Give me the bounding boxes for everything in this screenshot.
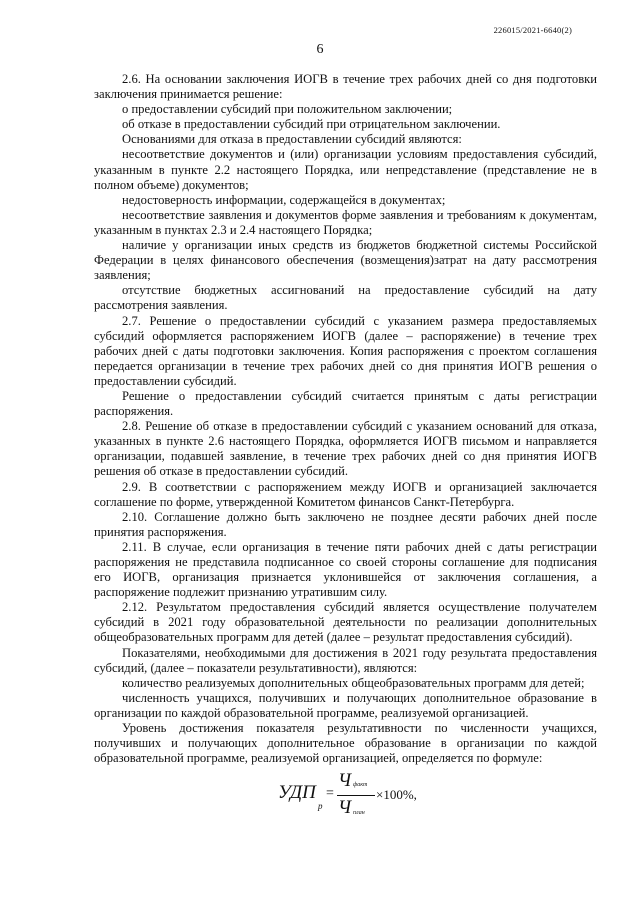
paragraph: несоответствие документов и (или) организации условиям предоставления субсидий, указанным в пункте 2.2 настоящего Порядка, или непредставление (представление не в полном объеме) документов;	[94, 147, 597, 192]
paragraph: Основаниями для отказа в предоставлении субсидий являются:	[122, 132, 462, 147]
formula-multiplier: ×100%,	[376, 787, 417, 802]
paragraph: Решение о предоставлении субсидий считается принятым с даты регистрации распоряжения.	[94, 388, 597, 419]
paragraph: недостоверность информации, содержащейся в документах;	[122, 192, 446, 207]
paragraph: 2.6. На основании заключения ИОГВ в течение трех рабочих дней со дня подготовки заключения принимается решение:	[94, 72, 597, 102]
formula-lhs-subscript: р	[318, 801, 323, 811]
paragraph: 2.7. Решение о предоставлении субсидий с указанием размера предоставляемых субсидий оформляется распоряжением ИОГВ (далее – распоряжение) в течение трех рабочих дней с даты подготовки заключения. Копия распоряжения с проектом соглашения передается организации в течение трех рабочих дней со дня принятия ИОГВ решения о предоставлении субсидий.	[94, 313, 597, 388]
formula-equals: =	[326, 786, 334, 801]
paragraph: Показателями, необходимыми для достижения в 2021 году результата предоставления субсидий, (далее – показатели результативности), являются:	[94, 645, 597, 675]
formula-denominator-subscript: план	[353, 810, 365, 816]
formula-denominator: Ч	[338, 797, 352, 818]
paragraph: 2.8. Решение об отказе в предоставлении субсидий с указанием оснований для отказа, указанных в пункте 2.6 настоящего Порядка, оформляется ИОГВ письмом и направляется организации, подавшей заявление, в течение трех рабочих дней со дня принятия ИОГВ решения об отказе в предоставлении субсидий.	[94, 419, 597, 479]
fraction-bar	[337, 795, 375, 796]
paragraph: об отказе в предоставлении субсидий при отрицательном заключении.	[122, 117, 501, 132]
paragraph: 2.11. В случае, если организация в течение пяти рабочих дней с даты регистрации распоряжения не представила подписанное со своей стороны соглашение для подписания его ИОГВ, организация признается уклонившейся от заключения соглашения, а распоряжение подлежит признанию утратившим силу.	[94, 539, 597, 600]
formula-numerator: Ч	[338, 770, 352, 791]
paragraph: наличие у организации иных средств из бюджетов бюджетной системы Российской Федерации в целях финансового обеспечения (возмещения)затрат на дату рассмотрения заявления;	[94, 238, 597, 283]
page-number: 6	[316, 42, 324, 57]
paragraph: количество реализуемых дополнительных общеобразовательных программ для детей;	[122, 675, 585, 690]
paragraph: о предоставлении субсидий при положительном заключении;	[122, 102, 453, 117]
paragraph: отсутствие бюджетных ассигнований на предоставление субсидий на дату рассмотрения заявления.	[94, 283, 597, 313]
formula-lhs: УДП	[278, 782, 316, 803]
document-id: 226015/2021-6640(2)	[493, 25, 572, 35]
paragraph: 2.12. Результатом предоставления субсидий является осуществление получателем субсидий в 2021 году образовательной деятельности по реализации дополнительных общеобразовательных программ для детей (далее – результат предоставления субсидий).	[94, 600, 597, 645]
document-body	[94, 72, 597, 766]
paragraph: несоответствие заявления и документов форме заявления и требованиям к документам, указанным в пунктах 2.3 и 2.4 настоящего Порядка;	[94, 207, 597, 237]
formula	[278, 768, 438, 820]
formula-numerator-subscript: факт	[353, 782, 368, 788]
paragraph: 2.9. В соответствии с распоряжением между ИОГВ и организацией заключается соглашение по форме, утвержденной Комитетом финансов Санкт-Петербурга.	[94, 479, 597, 509]
paragraph: Уровень достижения показателя результативности по численности учащихся, получивших и получающих дополнительное образование в организации по каждой образовательной программе, реализуемой организацией, определяется по формуле:	[94, 721, 597, 766]
paragraph: численность учащихся, получивших и получающих дополнительное образование в организации по каждой образовательной программе, реализуемой организацией.	[94, 690, 597, 720]
paragraph: 2.10. Соглашение должно быть заключено не позднее десяти рабочих дней после принятия распоряжения.	[94, 509, 597, 539]
